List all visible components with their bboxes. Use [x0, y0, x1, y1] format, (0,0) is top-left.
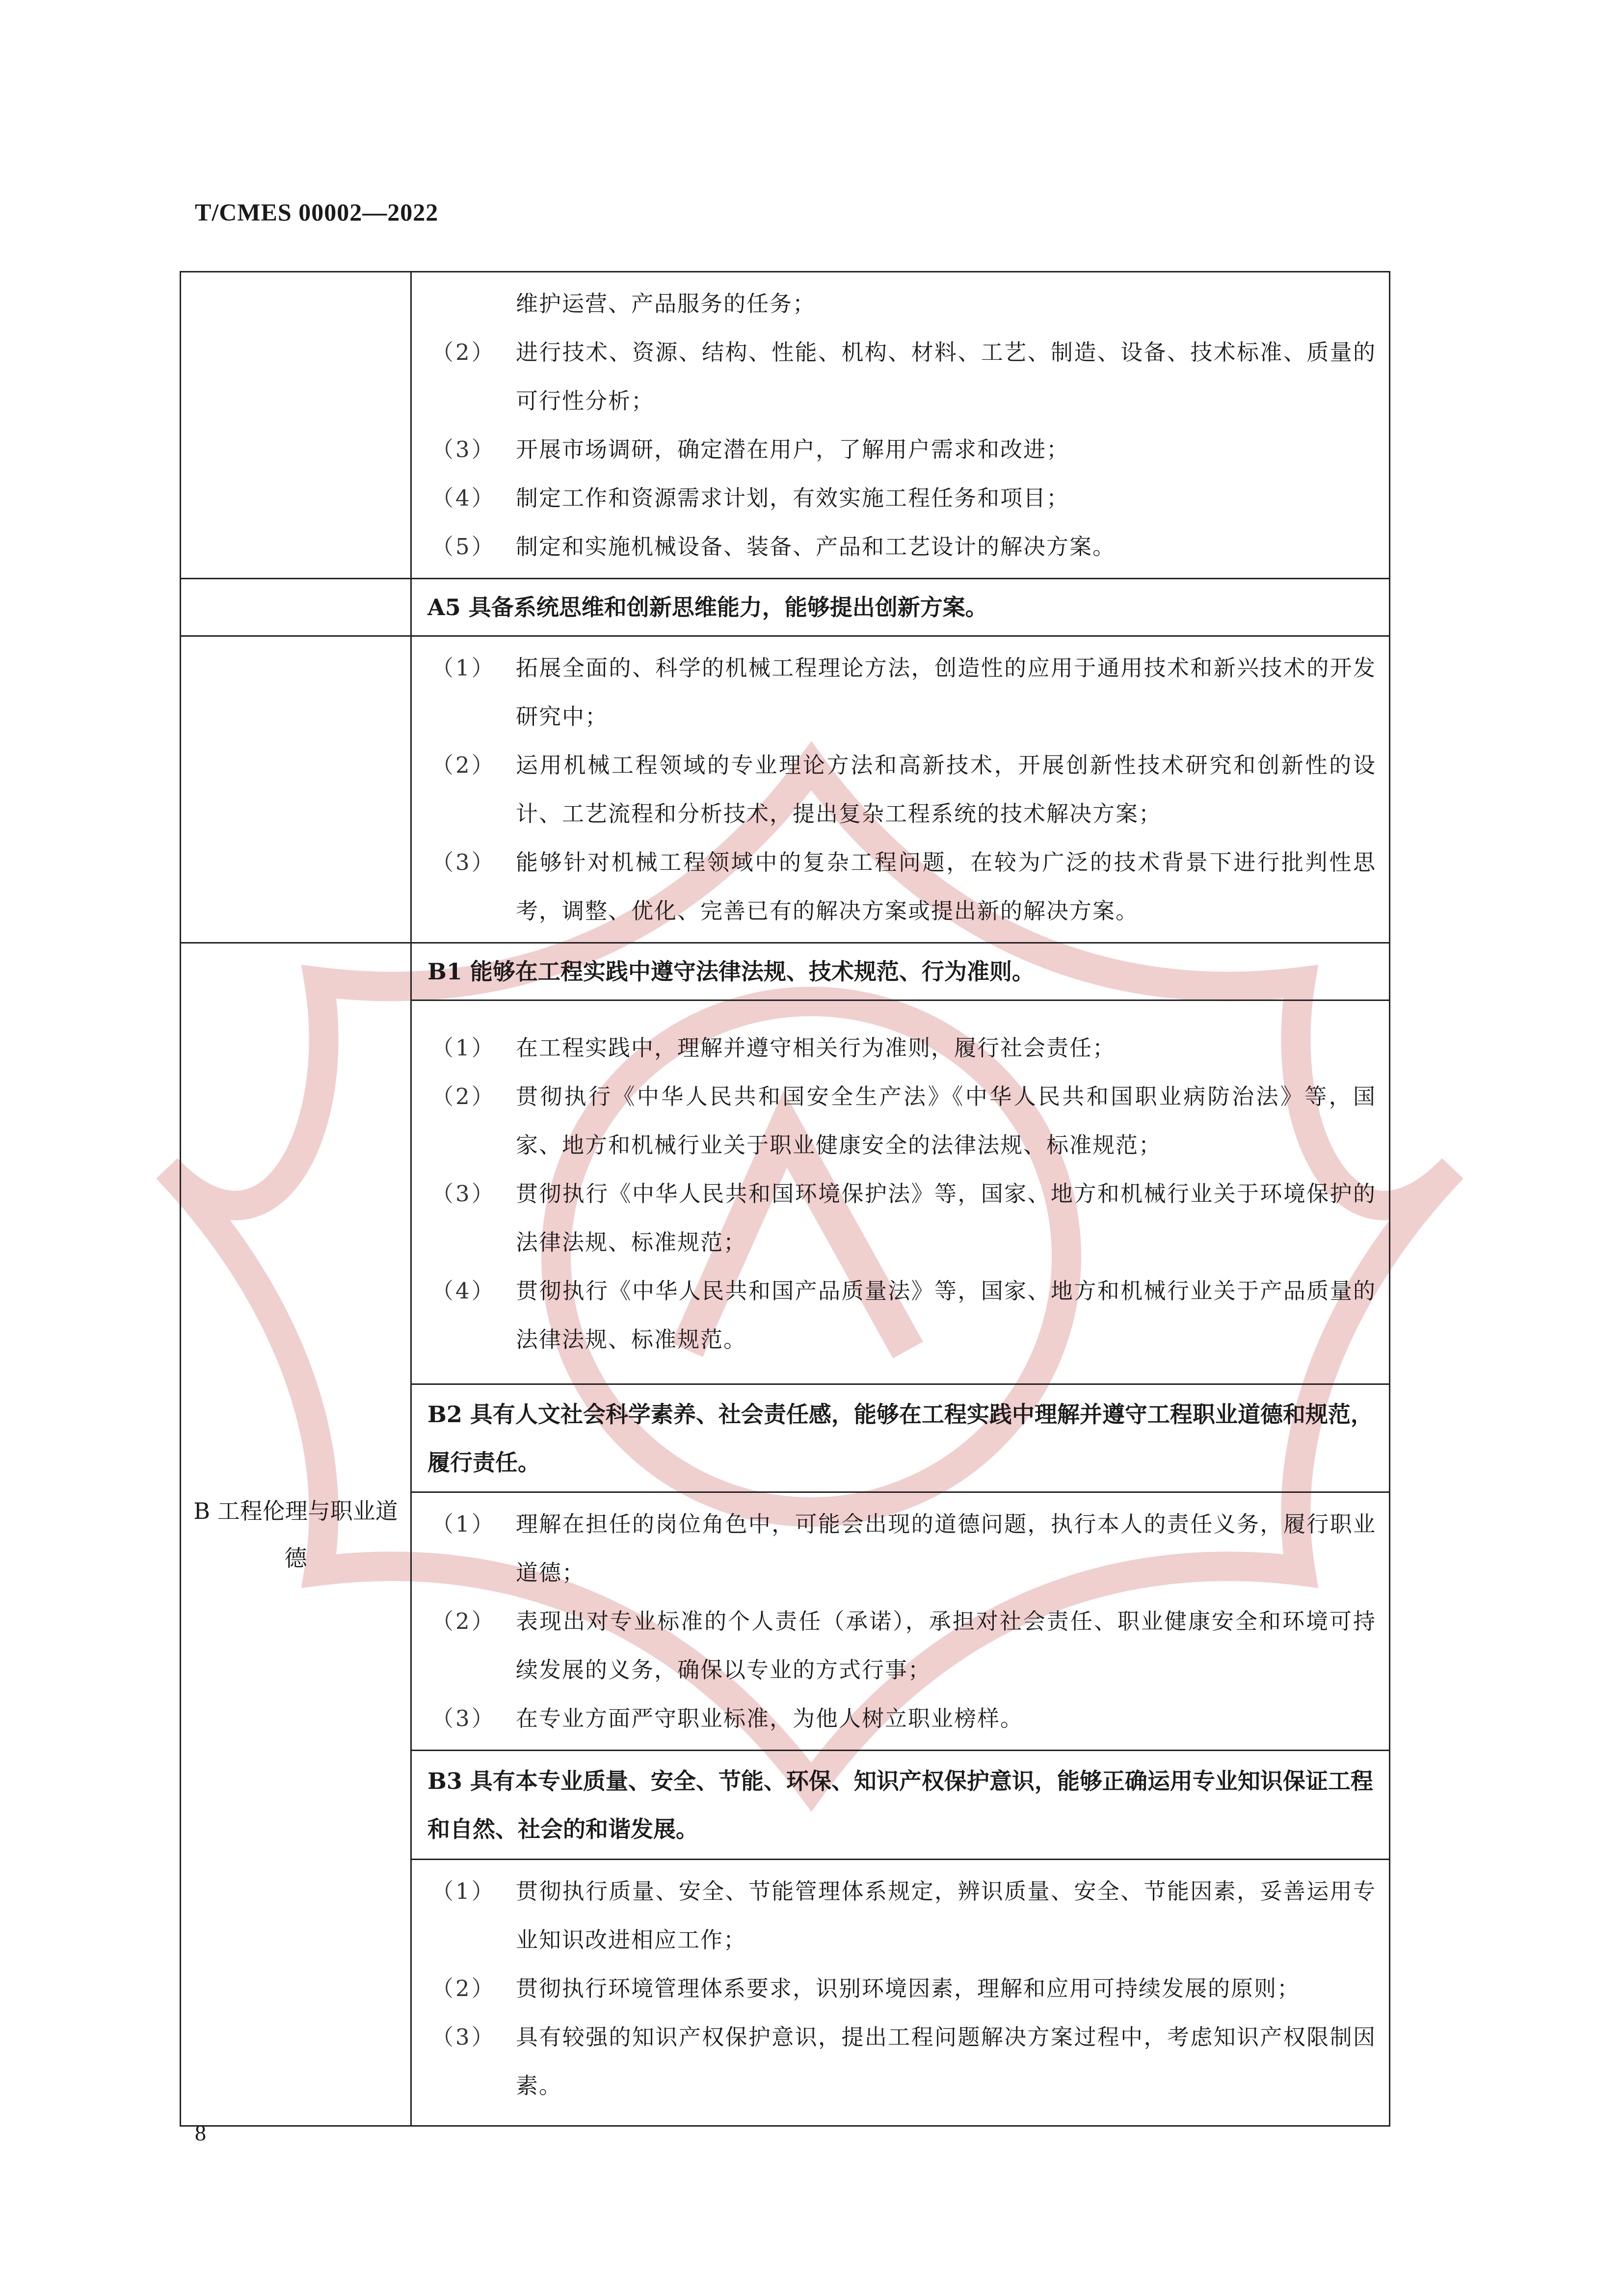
b2-heading: B2 具有人文社会科学素养、社会责任感，能够在工程实践中理解并遵守工程职业道德和规范，履行责任。	[411, 1384, 1390, 1492]
category-a-cell	[181, 579, 411, 636]
list-item: （4） 制定工作和资源需求计划，有效实施工程任务和项目；	[431, 485, 1070, 511]
standard-number-header: T/CMES 00002—2022	[195, 198, 439, 226]
b1-heading: B1 能够在工程实践中遵守法律法规、技术规范、行为准则。	[411, 943, 1390, 1000]
category-b-label: B 工程伦理与职业道德	[193, 1497, 398, 1571]
list-item: （3） 能够针对机械工程领域中的复杂工程问题，在较为广泛的技术背景下进行批判性思考，调整、优化、完善已有的解决方案或提出新的解决方案。	[431, 849, 1376, 924]
list-item: （1） 在工程实践中，理解并遵守相关行为准则，履行社会责任；	[431, 1035, 1116, 1061]
b3-heading: B3 具有本专业质量、安全、节能、环保、知识产权保护意识，能够正确运用专业知识保证工程和自然、社会的和谐发展。	[411, 1751, 1390, 1860]
list-item: （1） 理解在担任的岗位角色中，可能会出现的道德问题，执行本人的责任义务，履行职业道德；	[431, 1511, 1376, 1586]
list-item: （3） 具有较强的知识产权保护意识，提出工程问题解决方案过程中，考虑知识产权限制因素。	[431, 2024, 1376, 2099]
requirements-table	[180, 271, 1390, 2127]
b1-items-cell	[411, 1000, 1390, 1384]
list-item: （2） 表现出对专业标准的个人责任（承诺），承担对社会责任、职业健康安全和环境可持续发展的义务，确保以专业的方式行事；	[431, 1608, 1376, 1683]
a5-items-cell	[411, 636, 1390, 943]
list-item: （3） 开展市场调研，确定潜在用户，了解用户需求和改进；	[431, 436, 1070, 462]
b3-items-cell	[411, 1860, 1390, 2126]
list-item: （2） 运用机械工程领域的专业理论方法和高新技术，开展创新性技术研究和创新性的设计、工艺流程和分析技术，提出复杂工程系统的技术解决方案；	[431, 752, 1376, 827]
a5-heading: A5 具备系统思维和创新思维能力，能够提出创新方案。	[411, 579, 1390, 636]
b2-items-cell	[411, 1492, 1390, 1751]
item-continuation: 维护运营、产品服务的任务；	[516, 291, 816, 317]
list-item: （4） 贯彻执行《中华人民共和国产品质量法》等，国家、地方和机械行业关于产品质量的法律法规、标准规范。	[431, 1278, 1376, 1352]
category-a-cell	[181, 636, 411, 943]
list-item: （3） 在专业方面严守职业标准，为他人树立职业榜样。	[431, 1705, 1024, 1731]
page-number: 8	[195, 2120, 206, 2145]
category-a-cell	[181, 272, 411, 579]
list-item: （3） 贯彻执行《中华人民共和国环境保护法》等，国家、地方和机械行业关于环境保护的法律法规、标准规范；	[431, 1181, 1376, 1255]
list-item: （2） 进行技术、资源、结构、性能、机构、材料、工艺、制造、设备、技术标准、质量的可行性分析；	[431, 339, 1376, 414]
a4-items-cell	[411, 272, 1390, 579]
list-item: （2） 贯彻执行《中华人民共和国安全生产法》《中华人民共和国职业病防治法》等，国家、地方和机械行业关于职业健康安全的法律法规、标准规范；	[431, 1083, 1376, 1158]
list-item: （1） 贯彻执行质量、安全、节能管理体系规定，辨识质量、安全、节能因素，妥善运用专业知识改进相应工作；	[431, 1878, 1376, 1953]
category-b-cell	[181, 943, 411, 2126]
list-item: （5） 制定和实施机械设备、装备、产品和工艺设计的解决方案。	[431, 534, 1116, 560]
list-item: （2） 贯彻执行环境管理体系要求，识别环境因素，理解和应用可持续发展的原则；	[431, 1975, 1301, 2001]
list-item: （1） 拓展全面的、科学的机械工程理论方法，创造性的应用于通用技术和新兴技术的开发研究中；	[431, 655, 1376, 729]
